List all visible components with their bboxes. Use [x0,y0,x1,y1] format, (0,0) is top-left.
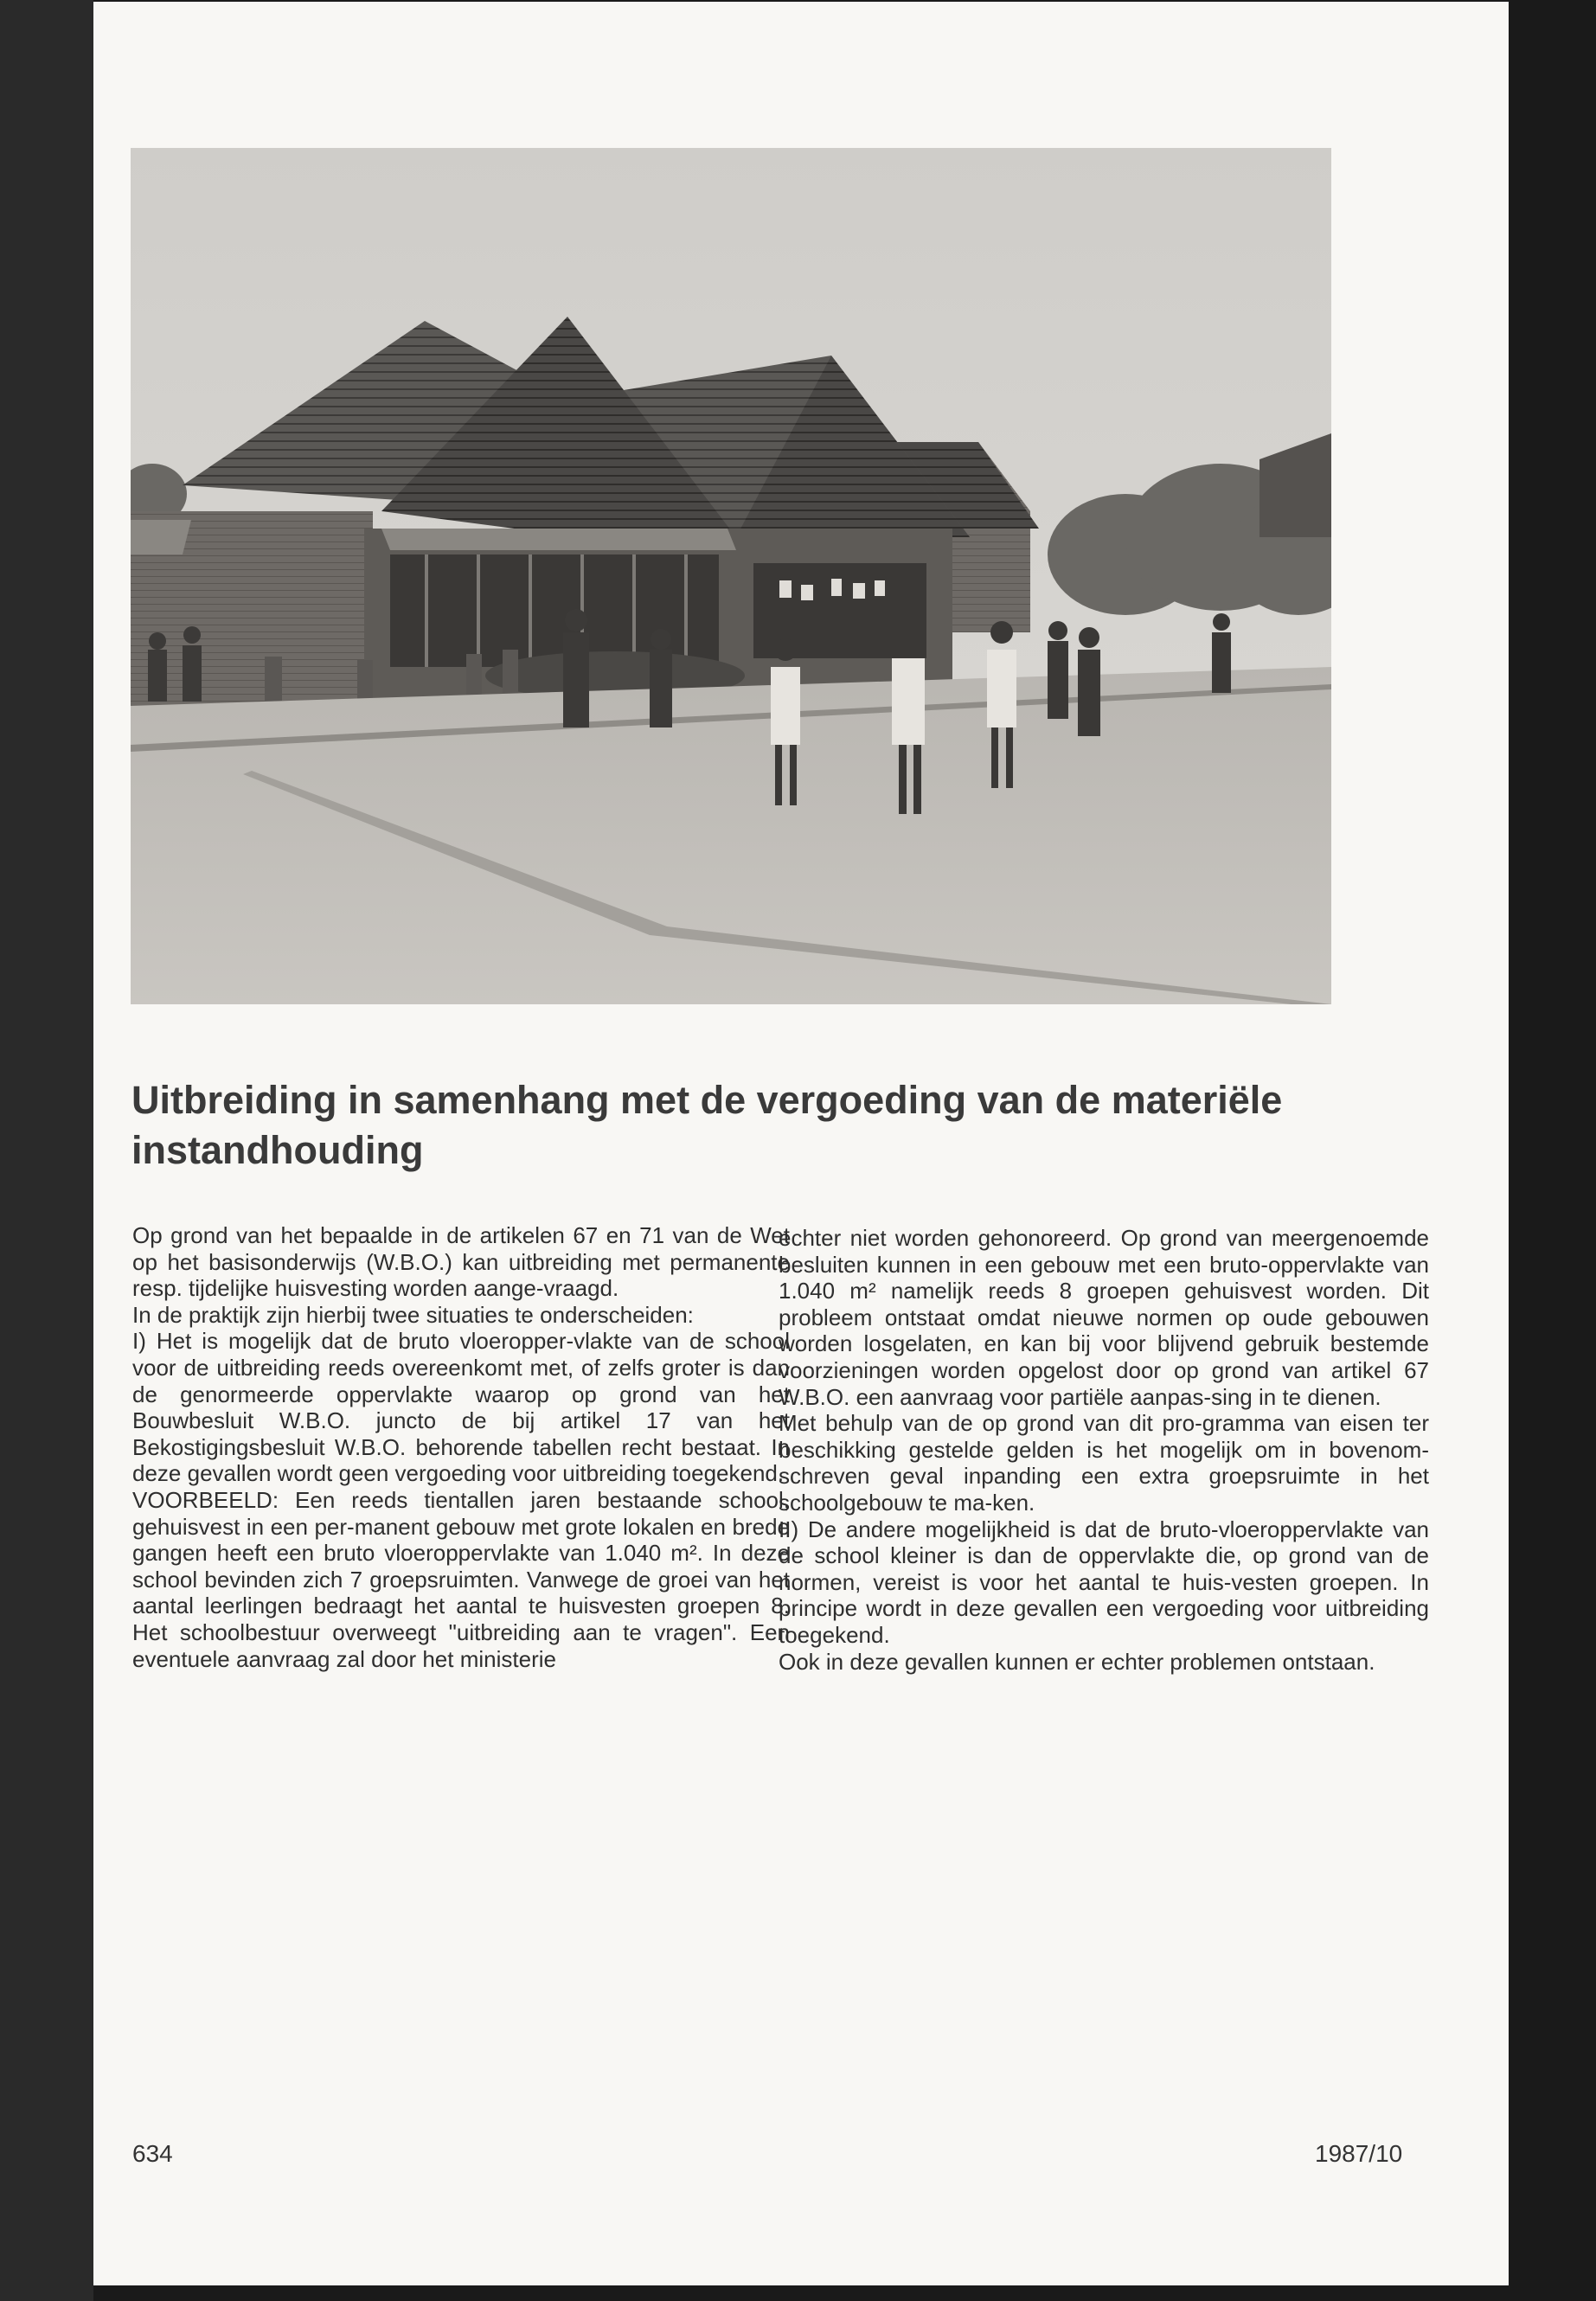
issue-number: 1987/10 [1315,2140,1403,2167]
school-building-photo [131,148,1331,1004]
paragraph: In de praktijk zijn hierbij twee situaties te onderscheiden: [132,1301,694,1328]
paragraph: echter niet worden gehonoreerd. Op grond van meergenoemde besluiten kunnen in een gebouw met een bruto-oppervlakte van 1.040 m² namelijk reeds 8 groepen gehuisvest worden. Dit probleem ontstaat omdat nieuwe normen op oude gebouwen worden losgelaten, en kan bij voor blijvend gebruik bestemde voorzieningen worden opgelost door op grond van artikel 67 W.B.O. een aanvraag voor partiële aanpas-sing in te dienen. [779,1225,1429,1410]
right-column [779,1225,1429,1675]
paragraph: II) De andere mogelijkheid is dat de bruto-vloeroppervlakte van de school kleiner is dan de oppervlakte die, op grond van de normen, vereist is voor het aantal te huis-vesten groepen. In principe wordt in deze gevallen een vergoeding voor uitbreiding toegekend. [779,1516,1429,1648]
article-title: Uitbreiding in samenhang met de vergoeding van de materiële instandhouding [131,1078,1283,1172]
paragraph: I) Het is mogelijk dat de bruto vloeropper-vlakte van de school voor de uitbreiding reeds overeenkomt met, of zelfs groter is dan de genormeerde oppervlakte waarop op grond van het Bouwbesluit W.B.O. juncto de bij artikel 17 van het Bekostigingsbesluit W.B.O. behorende tabellen recht bestaat. In deze gevallen wordt geen vergoeding voor uitbreiding toegekend. [132,1328,790,1487]
left-column [132,1222,790,1672]
paragraph: Op grond van het bepaalde in de artikelen 67 en 71 van de Wet op het basisonderwijs (W.B.O.) kan uitbreiding met permanente resp. tijdelijke huisvesting worden aange-vraagd. [132,1222,790,1302]
page-number: 634 [132,2140,173,2167]
paragraph: VOORBEELD: Een reeds tientallen jaren bestaande school, gehuisvest in een per-manent gebouw met grote lokalen en brede gangen heeft een bruto vloeroppervlakte van 1.040 m². In deze school bevinden zich 7 groepsruimten. Vanwege de groei van het aantal leerlingen bedraagt het aantal te huisvesten groepen 8. Het schoolbestuur overweegt "uitbreiding aan te vragen". Een eventuele aanvraag zal door het ministerie [132,1486,790,1672]
paragraph: Ook in deze gevallen kunnen er echter problemen ontstaan. [779,1648,1375,1675]
paragraph: Met behulp van de op grond van dit pro-gramma van eisen ter beschikking gestelde gelden is het mogelijk om in bovenom-schreven geval inpanding een extra groepsruimte in het schoolgebouw te ma-ken. [779,1410,1429,1516]
scan-edge [0,0,93,2301]
